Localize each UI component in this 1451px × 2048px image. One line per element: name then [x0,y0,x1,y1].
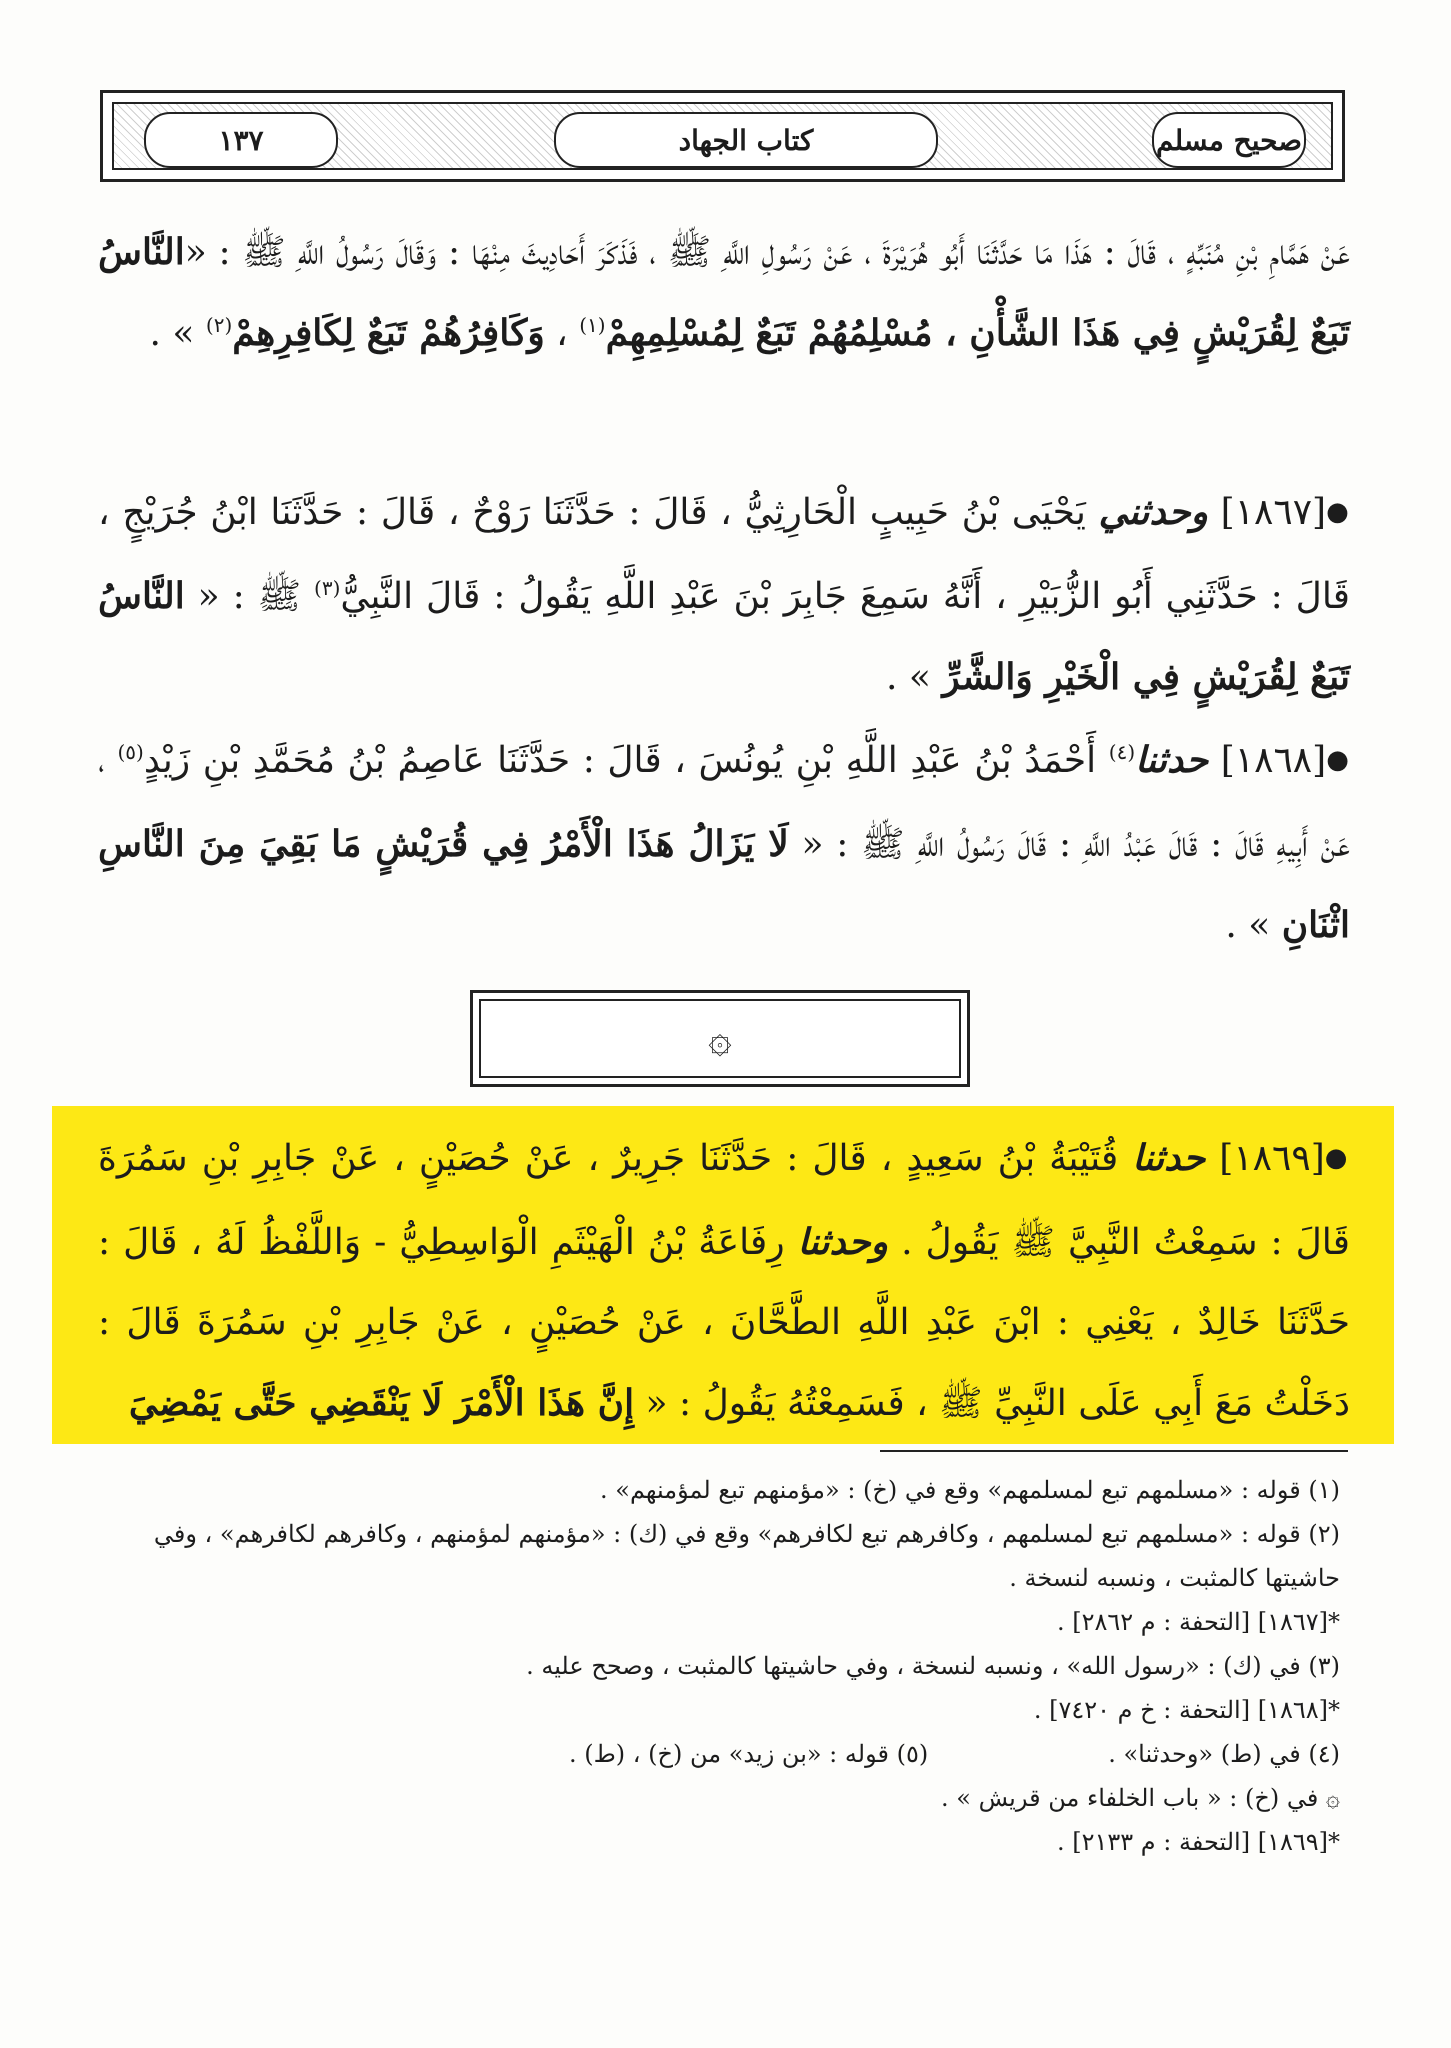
footnote-ref: (٤) [1108,740,1136,764]
hadith-number: [١٨٦٩] [1219,1138,1325,1179]
text: » . [149,313,206,354]
book-seal: صحيح مسلم [1152,112,1306,168]
chain-lead: حدثنا [1132,1137,1206,1179]
footnote-3: (٣) في (ك) : «رسول الله» ، ونسبه لنسخة ، وفي حاشيتها كالمثبت ، وصحح عليه . [526,1652,1340,1680]
page-number: ١٣٧ [144,112,338,168]
text: ﷺ : « [184,576,315,617]
footnote-1: (١) قوله : «مسلمهم تبع لمسلمهم» وقع في (خ) : «مؤمنهم تبع لمؤمنهم» . [600,1476,1340,1504]
hadith-quote: إِنَّ هَذَا الْأَمْرَ لَا يَنْقَضِي حَتَّى يَمْضِيَ [128,1382,635,1424]
footnote-row-4-5 [90,1732,1340,1776]
hadith-1869 [98,1118,1350,1444]
section-divider [470,990,970,1087]
hadith-quote: وَكَافِرُهُمْ تَبَعٌ لِكَافِرِهِمْ [232,312,545,354]
text: ، [544,313,580,354]
text: ، عَنْ أَبِيهِ قَالَ : قَالَ عَبْدُ اللَّهِ : قَالَ رَسُولُ اللَّهِ ﷺ : « [98,740,1350,865]
text: » . [886,657,943,698]
footnote-ref: (٢) [205,313,233,337]
footnote-ref: (٥) [117,740,144,764]
text: » . [1225,905,1282,946]
tuhfa-1867: *[١٨٦٧] [التحفة : م ٢٨٦٢] . [1056,1608,1340,1636]
hadith-number: [١٨٦٨] [1220,740,1327,781]
text: أَحْمَدُ بْنُ عَبْدِ اللَّهِ بْنِ يُونُسَ ، قَالَ : حَدَّثَنَا عَاصِمُ بْنُ مُحَمَّدِ بْنِ زَيْدٍ [143,740,1109,781]
page-header [100,90,1345,182]
text: رِفَاعَةُ بْنُ الْهَيْثَمِ الْوَاسِطِيُّ - وَاللَّفْظُ لَهُ ، قَالَ : حَدَّثَنَا خَالِدٌ ، يَعْنِي : ابْنَ عَبْدِ اللَّهِ الطَّحَّانَ ، عَنْ حُصَيْنٍ ، عَنْ جَابِرِ بْنِ سَمُرَةَ قَالَ : دَخَلْتُ مَعَ أَبِي عَلَى النَّبِيِّ ﷺ ، فَسَمِعْتُهُ يَقُولُ : « [98,1222,1350,1424]
hadith-1867 [98,472,1350,718]
footnote-ref: (١) [579,313,606,337]
hadith-quote: النَّاسُ تَبَعٌ لِقُرَيْشٍ فِي الْخَيْرِ وَالشَّرِّ [98,575,1350,698]
text: عَنْ هَمَّامِ بْنِ مُنَبِّهٍ ، قَالَ : هَذَا مَا حَدَّثَنَا أَبُو هُرَيْرَةَ ، عَنْ رَسُولِ اللَّهِ ﷺ ، فَذَكَرَ أَحَادِيثَ مِنْهَا : وَقَالَ رَسُولُ اللَّهِ ﷺ : « [184,232,1350,273]
footnote-rule [880,1450,1348,1452]
bullet-icon: ● [1324,1143,1350,1173]
text: يَحْيَى بْنُ حَبِيبٍ الْحَارِثِيُّ ، قَالَ : حَدَّثَنَا رَوْحٌ ، قَالَ : حَدَّثَنَا ابْنُ جُرَيْجٍ ، قَالَ : حَدَّثَنِي أَبُو الزُّبَيْرِ ، أَنَّهُ سَمِعَ جَابِرَ بْنَ عَبْدِ اللَّهِ يَقُولُ : قَالَ النَّبِيُّ [98,492,1350,617]
hadith-number: [١٨٦٧] [1220,492,1327,533]
text: قُتَيْبَةُ بْنُ سَعِيدٍ ، قَالَ : حَدَّثَنَا جَرِيرٌ ، عَنْ حُصَيْنٍ ، عَنْ جَابِرِ بْنِ سَمُرَةَ قَالَ : سَمِعْتُ النَّبِيَّ ﷺ يَقُولُ . [98,1138,1350,1263]
hadith-1868 [98,720,1350,966]
tuhfa-1869: *[١٨٦٩] [التحفة : م ٢١٣٣] . [1056,1828,1340,1856]
footnote-4: (٤) في (ط) «وحدثنا» . [1108,1740,1340,1768]
footnotes [90,1468,1340,1864]
header-ornament [112,102,1333,170]
section-star-icon: ۞ [708,1015,732,1062]
hadith-quote: لَا يَزَالُ هَذَا الْأَمْرُ فِي قُرَيْشٍ مَا بَقِيَ مِنَ النَّاسِ اثْنَانِ [98,823,1350,946]
bullet-icon: ● [1326,745,1351,775]
paragraph-hammam [98,212,1350,374]
footnote-section: ۞ في (خ) : « باب الخلفاء من قريش » . [941,1784,1340,1812]
bullet-icon: ● [1326,497,1350,527]
tuhfa-1868: *[١٨٦٨] [التحفة : خ م ٧٤٢٠] . [1033,1696,1340,1724]
footnote-2: (٢) قوله : «مسلمهم تبع لمسلمهم ، وكافرهم تبع لكافرهم» وقع في (ك) : «مؤمنهم لمؤمنهم ، وكافرهم لكافرهم» ، وفي حاشيتها كالمثبت ، ونسبه لنسخة . [153,1520,1340,1592]
chain-lead: حدثنا [1135,739,1209,781]
chain-lead: وحدثني [1098,491,1208,533]
footnote-ref: (٣) [314,576,341,600]
footnote-5: (٥) قوله : «بن زيد» من (خ) ، (ط) . [568,1740,929,1768]
chain-lead: وحدثنا [797,1221,889,1263]
running-title: كتاب الجهاد [554,112,938,168]
hadith-quote: النَّاسُ تَبَعٌ لِقُرَيْشٍ فِي هَذَا الشَّأْنِ ، مُسْلِمُهُمْ تَبَعٌ لِمُسْلِمِهِمْ [98,231,1350,354]
